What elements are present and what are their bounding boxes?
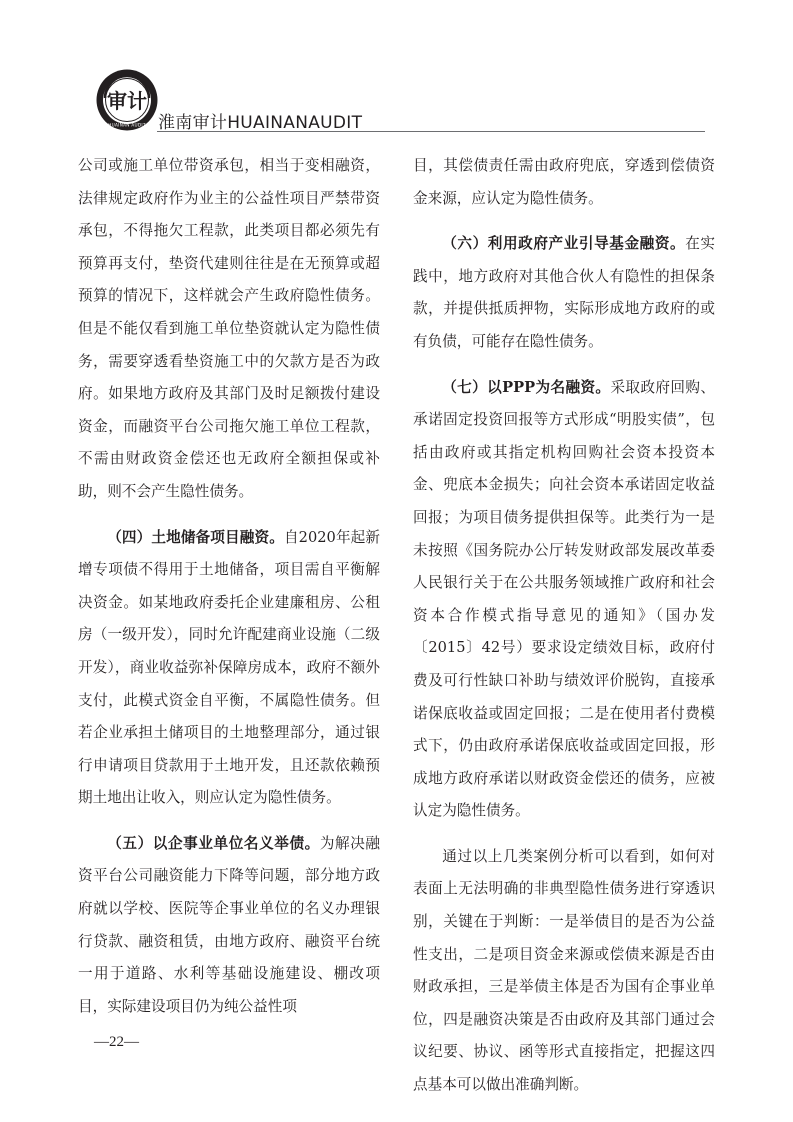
paragraph: 公司或施工单位带资承包，相当于变相融资，法律规定政府作为业主的公益性项目严禁带资承包，不得拖欠工程款，此类项目都必须先有预算再支付，垫资代建则往往是在无预算或超预算的情况下，这样就会产生政府隐性债务。但是不能仅看到施工单位垫资就认定为隐性债务，需要穿透看垫资施工中的欠款方是否为政府。如果地方政府及其部门及时足额拨付建设资金，而融资平台公司拖欠施工单位工程款，不需由财政资金偿还也无政府全额担保或补助，则不会产生隐性债务。 bbox=[78, 157, 380, 500]
section-heading: （四）土地储备项目融资。 bbox=[107, 528, 284, 546]
section-heading: （六）利用政府产业引导基金融资。 bbox=[442, 235, 686, 253]
paragraph-text: 为解决融资平台公司融资能力下降等问题，部分地方政府就以学校、医院等企事业单位的名义办理银行贷款、融资租赁，由地方政府、融资平台统一用于道路、水利等基础设施建设、棚改项目，实际建设项目仍为纯公益性项 bbox=[78, 834, 380, 1015]
publication-title: 淮南审计HUAINANAUDIT bbox=[158, 113, 363, 133]
paragraph-text: 自2020年起新增专项债不得用于土地储备，项目需自平衡解决资金。如某地政府委托企业建廉租房、公租房（一级开发），同时允许配建商业设施（二级开发），商业收益弥补保障房成本，政府不额外支付，此模式资金自平衡，不属隐性债务。但若企业承担土储项目的土地整理部分，通过银行申请项目贷款用于土地开发，且还款依赖预期土地出让收入，则应认定为隐性债务。 bbox=[78, 528, 380, 807]
paragraph-industry-fund bbox=[413, 228, 715, 358]
paragraph-land-reserve bbox=[78, 522, 380, 815]
section-heading: （五）以企事业单位名义举债。 bbox=[107, 834, 320, 852]
paragraph-conclusion: 通过以上几类案例分析可以看到，如何对表面上无法明确的非典型隐性债务进行穿透识别，关键在于判断：一是举债目的是否为公益性支出，二是项目资金来源或偿债来源是否由财政承担，三是举债主体是否为国有企事业单位，四是融资决策是否由政府及其部门通过会议纪要、协议、函等形式直接指定，把握这四点基本可以做出准确判断。 bbox=[413, 847, 715, 1094]
paragraph-enterprise-borrowing bbox=[78, 828, 380, 1024]
paragraph-ppp bbox=[413, 372, 715, 828]
paragraph-text: 采取政府回购、承诺固定投资回报等方式形成“明股实债”，包括由政府或其指定机构回购社会资本投资本金、兜底本金损失；向社会资本承诺固定收益回报；为项目债务提供担保等。此类行为一是未按照《国务院办公厅转发财政部发展改革委人民银行关于在公共服务领域推广政府和社会资本合作模式指导意见的通知》（国办发〔2015〕42号）要求设定绩效目标，政府付费及可行性缺口补助与绩效评价脱钩，直接承诺保底收益或固定回报；二是在使用者付费模式下，仍由政府承诺保底收益或固定回报，形成地方政府承诺以财政资金偿还的债务，应被认定为隐性债务。 bbox=[413, 378, 715, 820]
paragraph-text: 在实践中，地方政府对其他合伙人有隐性的担保条款，并提供抵质押物，实际形成地方政府的或有负债，可能存在隐性债务。 bbox=[413, 235, 715, 350]
section-heading: （七）以PPP为名融资。 bbox=[442, 378, 611, 396]
page-number: —22— bbox=[94, 1034, 139, 1050]
page-header bbox=[95, 68, 705, 138]
paragraph: 目，其偿债责任需由政府兜底，穿透到偿债资金来源，应认定为隐性债务。 bbox=[413, 157, 715, 207]
svg-text:审计: 审计 bbox=[107, 89, 147, 113]
left-column bbox=[78, 150, 380, 1023]
header-divider bbox=[157, 131, 705, 132]
svg-text:HUAINAN AUDIT: HUAINAN AUDIT bbox=[108, 122, 146, 128]
right-column bbox=[413, 150, 715, 1102]
huainan-audit-logo bbox=[95, 68, 159, 132]
